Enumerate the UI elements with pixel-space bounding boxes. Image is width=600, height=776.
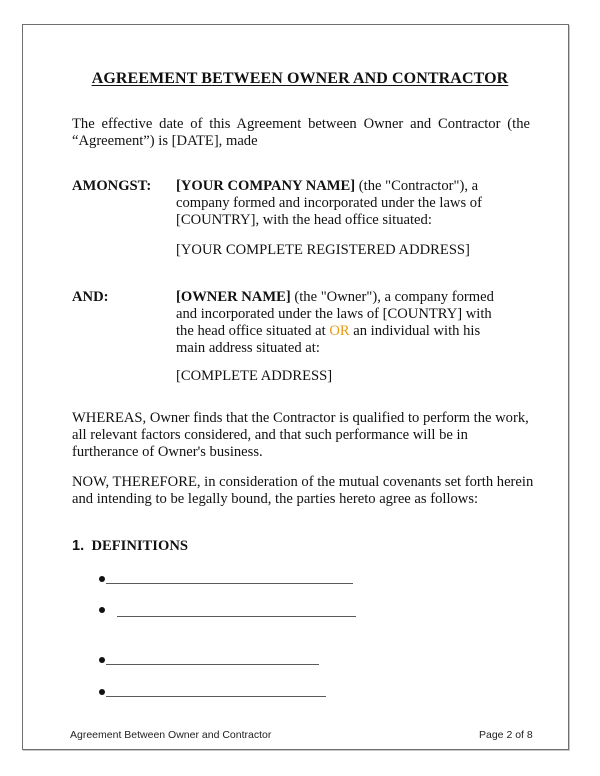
bullet-icon [99, 689, 105, 695]
footer-document-title: Agreement Between Owner and Contractor [70, 729, 272, 741]
definition-blank-line-3[interactable] [106, 664, 319, 665]
document-title: AGREEMENT BETWEEN OWNER AND CONTRACTOR [91, 70, 509, 87]
contractor-description: (the "Contractor"), a company formed and incorporated under the laws of [COUNTRY], with the head office situated: [176, 178, 482, 228]
owner-party-description [176, 289, 512, 357]
definition-blank-line-2[interactable] [117, 616, 356, 617]
contractor-party-description [176, 178, 516, 229]
now-therefore-paragraph: NOW, THEREFORE, in consideration of the mutual covenants set forth herein and intending to be legally bound, the parties hereto agree as follows: [72, 474, 534, 507]
section-title: DEFINITIONS [91, 538, 188, 554]
amongst-label: AMONGST: [72, 178, 152, 194]
section-heading-definitions [72, 538, 188, 555]
or-highlight: OR [329, 323, 350, 339]
bullet-icon [99, 576, 105, 582]
contractor-address: [YOUR COMPLETE REGISTERED ADDRESS] [176, 242, 470, 258]
owner-description-after: an individual with his main address situated at: [176, 323, 481, 356]
whereas-paragraph: WHEREAS, Owner finds that the Contractor is qualified to perform the work, all relevant factors considered, and that such performance will be in furtherance of Owner's business. [72, 410, 529, 460]
intro-paragraph: The effective date of this Agreement between Owner and Contractor (the “Agreement”) is [DATE], made [72, 116, 530, 149]
owner-name: [OWNER NAME] [176, 289, 291, 305]
owner-address: [COMPLETE ADDRESS] [176, 368, 333, 384]
owner-description-before: (the "Owner"), a company formed and incorporated under the laws of [COUNTRY] with the head office situated at [176, 289, 494, 339]
bullet-icon [99, 607, 105, 613]
footer-page-number: Page 2 of 8 [479, 729, 533, 741]
section-number: 1. [72, 538, 85, 554]
bullet-icon [99, 657, 105, 663]
contractor-name: [YOUR COMPANY NAME] [176, 178, 356, 194]
definition-blank-line-1[interactable] [106, 583, 353, 584]
definition-blank-line-4[interactable] [106, 696, 326, 697]
and-label: AND: [72, 289, 109, 305]
